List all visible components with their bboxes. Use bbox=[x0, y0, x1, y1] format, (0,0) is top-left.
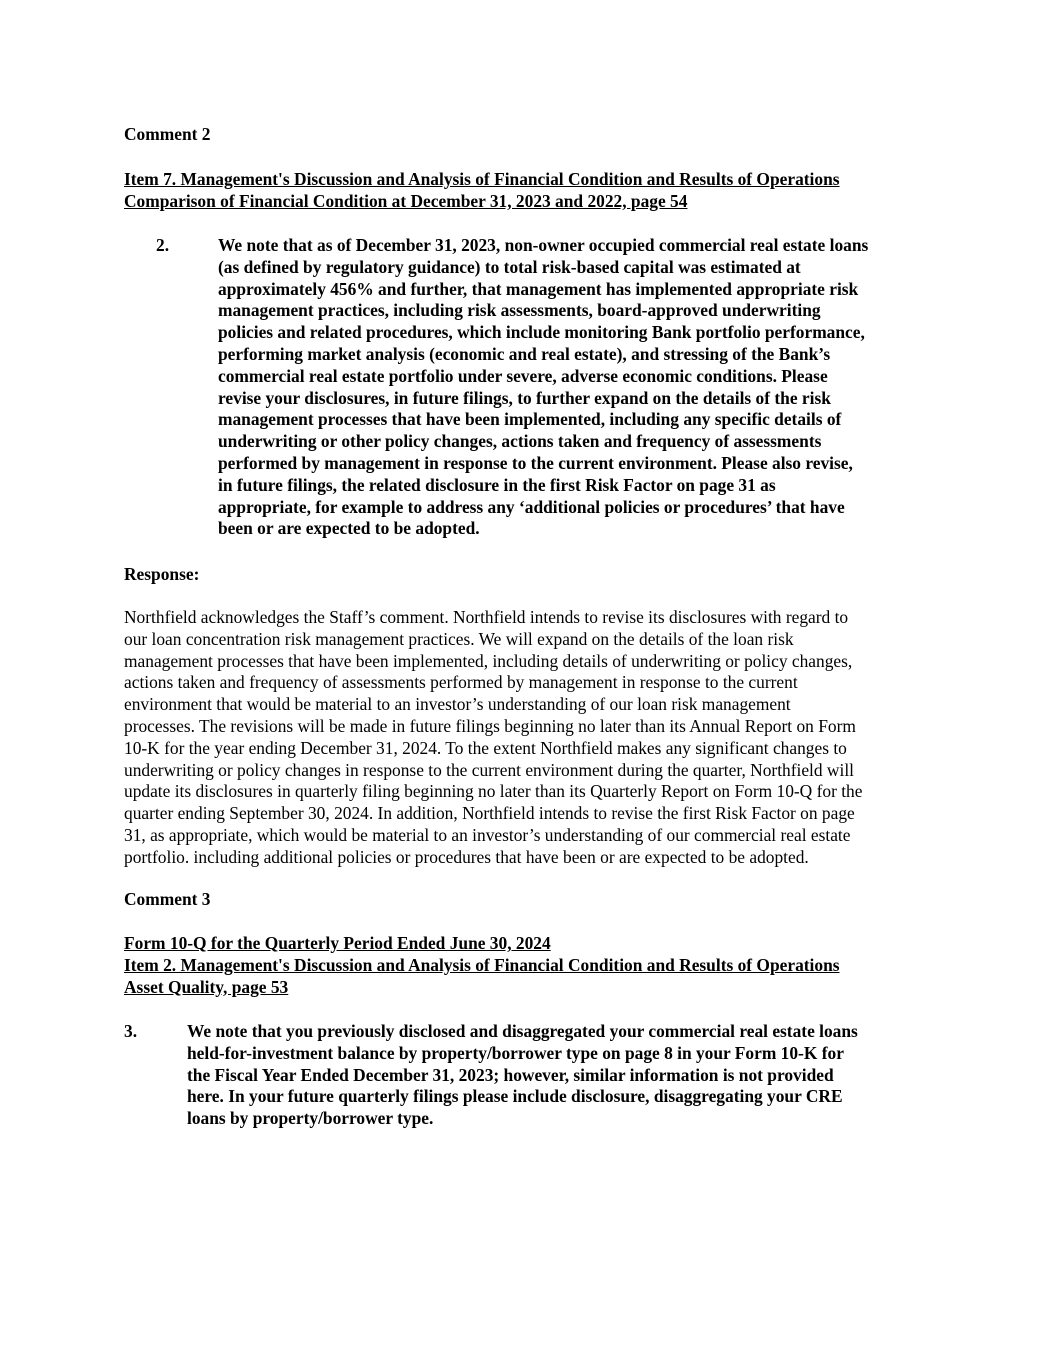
response-heading-text: Response: bbox=[124, 564, 200, 584]
comment-line: revise your disclosures, in future filings, to further expand on the details of the risk bbox=[218, 387, 831, 408]
comment-line: here. In your future quarterly filings please include disclosure, disaggregating your CRE bbox=[187, 1086, 843, 1107]
comment-2-heading bbox=[124, 124, 934, 146]
comment-line: in future filings, the related disclosure in the first Risk Factor on page 31 as bbox=[218, 474, 776, 495]
comment-3-heading bbox=[124, 889, 934, 911]
comment-line: policies and related procedures, which include monitoring Bank portfolio performance, bbox=[218, 322, 865, 343]
comment-line: (as defined by regulatory guidance) to total risk-based capital was estimated at bbox=[218, 256, 801, 277]
response-line: environment that would be material to an investor’s understanding of our loan risk management bbox=[124, 694, 791, 715]
comment-line: held-for-investment balance by property/borrower type on page 8 in your Form 10-K for bbox=[187, 1042, 844, 1063]
section-heading-line: Comparison of Financial Condition at December 31, 2023 and 2022, page 54 bbox=[124, 190, 688, 211]
comment-line: been or are expected to be adopted. bbox=[218, 518, 480, 539]
response-line: 10-K for the year ending December 31, 2024. To the extent Northfield makes any significant changes to bbox=[124, 737, 847, 758]
section-heading-line: Form 10-Q for the Quarterly Period Ended June 30, 2024 bbox=[124, 933, 551, 953]
item-2-number: 2. bbox=[156, 235, 170, 255]
comment-line: approximately 456% and further, that management has implemented appropriate risk bbox=[218, 278, 859, 299]
item-3-number: 3. bbox=[124, 1021, 138, 1041]
response-line: management processes that have been implemented, including details of underwriting or policy changes, bbox=[124, 650, 853, 671]
comment-heading-text: Comment 2 bbox=[124, 124, 211, 144]
response-line: 31, as appropriate, which would be material to an investor’s understanding of our commercial real estate bbox=[124, 824, 851, 845]
response-line: our loan concentration risk management practices. We will expand on the details of the loan risk bbox=[124, 628, 794, 649]
comment-line: We note that as of December 31, 2023, non-owner occupied commercial real estate loans bbox=[218, 235, 869, 255]
comment-line: appropriate, for example to address any ‘additional policies or procedures’ that have bbox=[218, 496, 845, 517]
comment-line: the Fiscal Year Ended December 31, 2023; however, similar information is not provided bbox=[187, 1064, 834, 1085]
form-10q-section-heading bbox=[124, 933, 934, 998]
comment-line: commercial real estate portfolio under severe, adverse economic conditions. Please bbox=[218, 365, 828, 386]
comment-line: underwriting or other policy changes, actions taken and frequency of assessments bbox=[218, 431, 822, 452]
item-2-comment-text bbox=[218, 235, 934, 540]
response-line: underwriting or policy changes in response to the current environment during the quarter, Northfield will bbox=[124, 759, 854, 780]
response-line: Northfield acknowledges the Staff’s comment. Northfield intends to revise its disclosures with regard to bbox=[124, 607, 849, 627]
section-heading-line: Item 2. Management's Discussion and Analysis of Financial Condition and Results of Operations bbox=[124, 954, 840, 975]
comment-line: We note that you previously disclosed and disaggregated your commercial real estate loans bbox=[187, 1021, 858, 1041]
section-heading-line: Asset Quality, page 53 bbox=[124, 976, 289, 997]
item-3-comment-text bbox=[187, 1021, 934, 1130]
comment-line: loans by property/borrower type. bbox=[187, 1108, 434, 1129]
response-line: portfolio. including additional policies or procedures that have been or are expected to be adopted. bbox=[124, 846, 809, 867]
comment-line: management practices, including risk assessments, board-approved underwriting bbox=[218, 300, 821, 321]
response-paragraph bbox=[124, 607, 934, 869]
response-line: update its disclosures in quarterly filing beginning no later than its Quarterly Report on Form 10-Q for the bbox=[124, 781, 863, 802]
item-7-section-heading bbox=[124, 169, 934, 213]
response-heading bbox=[124, 564, 934, 586]
comment-line: performed by management in response to the current environment. Please also revise, bbox=[218, 452, 853, 473]
response-line: processes. The revisions will be made in future filings beginning no later than its Annual Report on Form bbox=[124, 715, 856, 736]
comment-line: management processes that have been implemented, including any specific details of bbox=[218, 409, 842, 430]
comment-heading-text: Comment 3 bbox=[124, 889, 211, 909]
response-line: actions taken and frequency of assessments performed by management in response to the current bbox=[124, 672, 798, 693]
comment-line: performing market analysis (economic and real estate), and stressing of the Bank’s bbox=[218, 343, 831, 364]
section-heading-line: Item 7. Management's Discussion and Analysis of Financial Condition and Results of Operations bbox=[124, 169, 840, 189]
response-line: quarter ending September 30, 2024. In addition, Northfield intends to revise the first Risk Factor on page bbox=[124, 803, 855, 824]
